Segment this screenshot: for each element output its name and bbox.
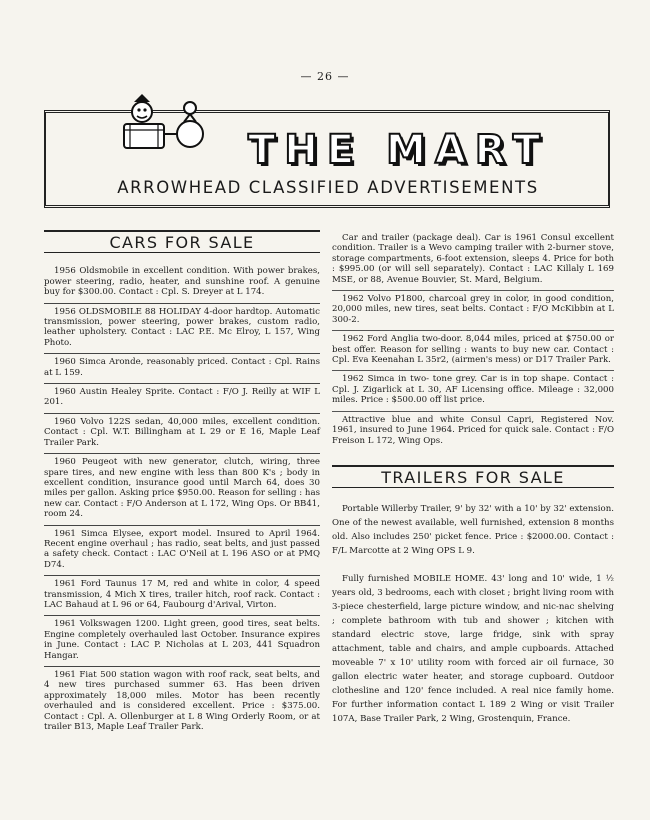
bag-carrying-mascot-icon (112, 90, 212, 152)
car-ad: 1961 Ford Taunus 17 M, red and white in color, 4 speed transmission, 4 Mich X tires, trailer hitch, roof rack. Contact : LAC Bahaud at L 96 or 64, Faubourg d'Arival, Virton. (44, 576, 320, 616)
cars-for-sale-heading: CARS FOR SALE (44, 230, 320, 253)
trailer-ad: Portable Willerby Trailer, 9' by 32' with a 10' by 32' extension. One of the newest available, well furnished, extension 8 months old. Also includes 250' picket fence. Price : $2000.00. Contact : F/L Marcotte at 2 Wing OPS L 9. (332, 504, 614, 557)
car-ad: 1956 OLDSMOBILE 88 HOLIDAY 4-door hardtop. Automatic transmission, power steering, power brakes, custom radio, leather upholstery. Contact : LAC P.E. Mc Elroy, L 157, Wing Photo. (44, 304, 320, 355)
car-ad: 1961 Fiat 500 station wagon with roof rack, seat belts, and 4 new tires purchased summer 63. Has been driven approximately 18,000 miles. Motor has been recently overhauled and is considered excellent. Price : $375.00. Contact : Cpl. A. Ollenburger at L 8 Wing Orderly Room, or at trailer B13, Maple Leaf Trailer Park. (44, 670, 320, 733)
car-ad: Attractive blue and white Consul Capri, Registered Nov. 1961, insured to June 1964. Priced for quick sale. Contact : F/O Freison L 172, Wing Ops. (332, 414, 614, 446)
car-ad: 1956 Oldsmobile in excellent condition. With power brakes, power steering, radio, heater, and sunshine roof. A genuine buy for $300.00. Contact : Cpl. S. Dreyer at L 174. (44, 263, 320, 303)
car-ad: Car and trailer (package deal). Car is 1961 Consul excellent condition. Trailer is a Wevo camping trailer with 2-burner stove, storage compartments, 6-foot extension, sleeps 4. Price for both : $995.00 (or will sell separately). Contact : LAC Killaly L 169 MSE, or 88, Avenue Bouvier, St. Mard, Belgium. (332, 230, 614, 291)
car-ad: 1960 Austin Healey Sprite. Contact : F/O J. Reilly at WIF L 201. (44, 384, 320, 414)
car-ad: 1960 Simca Aronde, reasonably priced. Contact : Cpl. Rains at L 159. (44, 354, 320, 384)
car-ad: 1962 Simca in two- tone grey. Car is in top shape. Contact : Cpl. J. Zigarlick at L 30, AF Licensing office. Mileage : 32,000 miles. Price : $500.00 off list price. (332, 371, 614, 411)
trailer-ad: Fully furnished MOBILE HOME. 43' long and 10' wide, 1 ½ years old, 3 bedrooms, each with closet ; bright living room with 3-piece chesterfield, large picture window, and nic-nac shelving ; complete bathroom with tub and shower ; kitchen with standard electric stove, large fridge, sink with spray attachment, table and chairs, and ample cupboards. Attached moveable 7' x 10' utility room with forced air oil furnace, 30 gallon electric water heater, and storage cupboard. Outdoor clothesline and 120' fence included. A real nice family home. For further information contact L 189 2 Wing or visit Trailer 107A, Base Trailer Park, 2 Wing, Grostenquin, France. (332, 574, 614, 725)
mart-subtitle: ARROWHEAD CLASSIFIED ADVERTISEMENTS (117, 178, 539, 197)
car-ad: 1961 Simca Elysee, export model. Insured to April 1964. Recent engine overhaul ; has radio, seat belts, and just passed a safety check. Contact : LAC O'Neil at L 196 ASO or at PMQ D74. (44, 526, 320, 577)
car-ad: 1961 Volkswagen 1200. Light green, good tires, seat belts. Engine completely overhauled last October. Insurance expires in June. Contact : LAC P. Nicholas at L 203, 441 Squadron Hangar. (44, 616, 320, 667)
car-ad: 1962 Ford Anglia two-door. 8,044 miles, priced at $750.00 or best offer. Reason for selling : wants to buy new car. Contact : Cpl. Eva Keenahan L 35r2, (airmen's mess) or D17 Trailer Park. (332, 331, 614, 371)
trailers-for-sale-heading: TRAILERS FOR SALE (332, 465, 614, 488)
car-ad: 1962 Volvo P1800, charcoal grey in color, in good condition, 20,000 miles, new tires, seat belts. Contact : F/O McKibbin at L 300-2. (332, 291, 614, 331)
left-column (44, 230, 320, 737)
mart-title: THE MART (248, 127, 550, 173)
car-ad: 1960 Volvo 122S sedan, 40,000 miles, excellent condition. Contact : Cpl. W.T. Billingham at L 29 or E 16, Maple Leaf Trailer Park. (44, 414, 320, 454)
right-column (332, 230, 614, 736)
car-ad: 1960 Peugeot with new generator, clutch, wiring, three spare tires, and new engine with less than 800 K's ; body in excellent condition, insurance good until March 64, does 30 miles per gallon. Asking price $950.00. Reason for selling : has new car. Contact : F/O Anderson at L 172, Wing Ops. Or BB41, room 24. (44, 454, 320, 525)
page-number: — 26 — (300, 70, 350, 83)
